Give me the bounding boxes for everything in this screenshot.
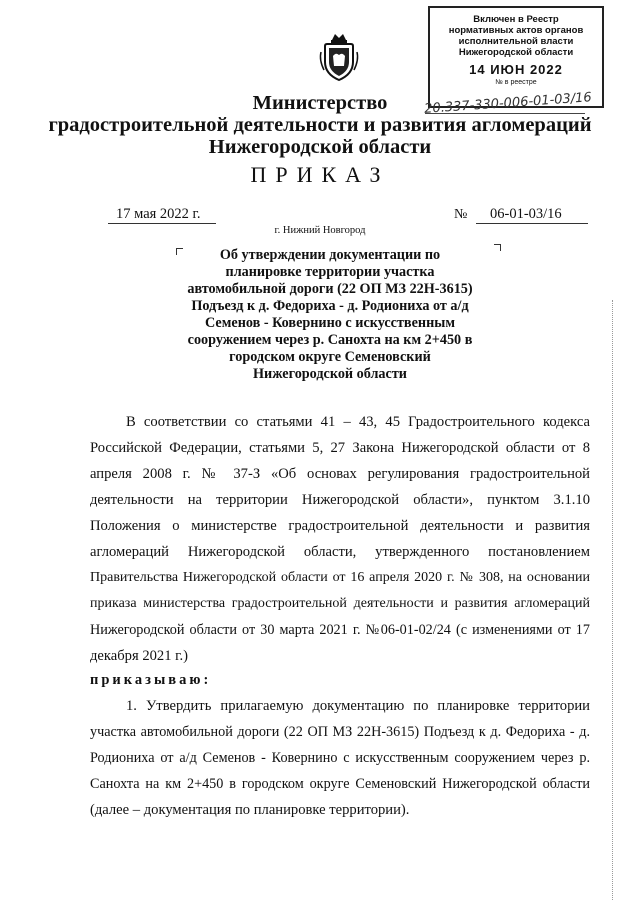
ministry-name-line2: градостроительной деятельности и развития агломераций bbox=[48, 114, 592, 136]
preamble-line: В соответствии со статьями 41 – 43, 45 Градостроительного кодекса bbox=[126, 414, 590, 430]
subject-line: Подъезд к д. Федориха - д. Родиониха от а/д bbox=[191, 298, 469, 314]
preamble-line: апреля 2008 г. № 37-З «Об основах регулирования градостроительной bbox=[90, 466, 590, 482]
subject-line: сооружением через р. Санохта на км 2+450 в bbox=[187, 332, 473, 348]
order-date: 17 мая 2022 г. bbox=[116, 206, 201, 222]
number-sign: № bbox=[454, 207, 468, 222]
preamble-line: Нижегородской области от 30 марта 2021 г. №06-01-02/24 (с изменениями от 17 bbox=[90, 622, 590, 638]
ministry-name-line3: Нижегородской области bbox=[208, 136, 432, 158]
city: г. Нижний Новгород bbox=[274, 225, 366, 236]
item1-line: 1. Утвердить прилагаемую документацию по планировке территории bbox=[126, 698, 590, 714]
item1-line: Санохта на км 2+450 в городском округе Семеновский Нижегородской области bbox=[90, 776, 590, 792]
number-underline bbox=[476, 223, 588, 224]
stamp-line: Нижегородской области bbox=[458, 47, 574, 58]
date-underline bbox=[108, 223, 216, 224]
stamp-date: 14 ИЮН 2022 bbox=[469, 62, 563, 77]
scan-edge-artifact bbox=[612, 300, 614, 900]
preamble-line: деятельности на территории Нижегородской области», пунктом 3.1.10 bbox=[90, 492, 590, 508]
stamp-line: нормативных актов органов bbox=[448, 25, 584, 36]
subject-line: планировке территории участка bbox=[225, 264, 435, 280]
subject-line: городском округе Семеновский bbox=[229, 349, 431, 365]
subject-line: Семенов - Ковернино с искусственным bbox=[205, 315, 455, 331]
subject-line: автомобильной дороги (22 ОП МЗ 22Н-3615) bbox=[187, 281, 473, 297]
order-subject bbox=[150, 247, 510, 383]
preamble-line: Положения о министерстве градостроительной деятельности и развития bbox=[90, 518, 590, 534]
preamble-line: Правительства Нижегородской области от 16 апреля 2020 г. № 308, на основании bbox=[90, 570, 590, 585]
coat-of-arms-icon bbox=[318, 30, 360, 82]
order-number: 06-01-03/16 bbox=[490, 206, 562, 222]
subject-line: Нижегородской области bbox=[253, 366, 407, 382]
document-type-title: ПРИКАЗ bbox=[250, 162, 390, 187]
stamp-line: Включен в Реестр bbox=[473, 14, 559, 25]
subject-line: Об утверждении документации по bbox=[219, 247, 441, 263]
stamp-line: исполнительной власти bbox=[458, 36, 574, 47]
item1-line: участка автомобильной дороги (22 ОП МЗ 22Н-3615) Подъезд к д. Федориха - д. bbox=[90, 724, 590, 740]
preamble-line: декабря 2021 г.) bbox=[90, 648, 189, 664]
order-word: приказываю: bbox=[90, 672, 212, 688]
stamp-reg-label: № в реестре bbox=[495, 79, 537, 86]
handwritten-registry-number: 20.337-330-006-01-03/16 bbox=[423, 90, 593, 117]
item1-line: (далее – документация по планировке территории). bbox=[90, 802, 410, 818]
ministry-name-line1: Министерство bbox=[252, 92, 388, 114]
preamble-line: агломераций Нижегородской области, утвержденного постановлением bbox=[90, 544, 590, 560]
preamble-line: Российской Федерации, статьями 5, 27 Закона Нижегородской области от 8 bbox=[90, 440, 590, 456]
preamble-line: приказа министерства градостроительной деятельности и развития агломераций bbox=[90, 596, 590, 611]
item1-line: Родиониха от а/д Семенов - Ковернино с искусственным сооружением через р. bbox=[90, 750, 590, 766]
